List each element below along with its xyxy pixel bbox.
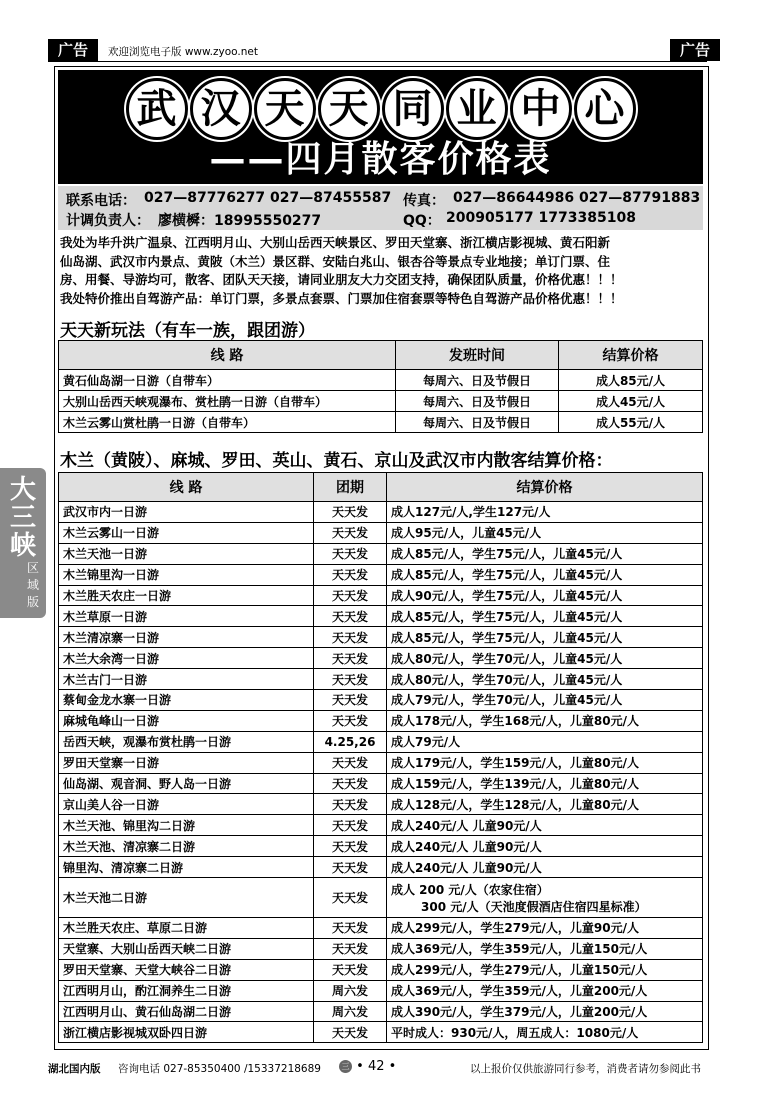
col-header-route: 线 路 xyxy=(59,341,396,370)
price-cell: 成人85元/人，学生75元/人，儿童45元/人 xyxy=(387,543,703,564)
route-cell: 大别山岳西天峡观瀑布、赏杜鹃一日游（自带车） xyxy=(59,391,396,412)
schedule-cell: 天天发 xyxy=(314,794,387,815)
title-char: 同 xyxy=(382,78,444,140)
route-cell: 蔡甸金龙水寨一日游 xyxy=(59,690,314,711)
price-cell: 成人80元/人，学生70元/人，儿童45元/人 xyxy=(387,648,703,669)
qq-label: QQ： xyxy=(403,213,441,229)
route-cell: 木兰天池一日游 xyxy=(59,543,314,564)
schedule-cell: 天天发 xyxy=(314,710,387,731)
price-cell: 成人128元/人，学生128元/人，儿童80元/人 xyxy=(387,794,703,815)
table-row xyxy=(59,710,703,731)
price-cell: 成人178元/人，学生168元/人，儿童80元/人 xyxy=(387,710,703,731)
schedule-cell: 天天发 xyxy=(314,836,387,857)
route-cell: 木兰草原一日游 xyxy=(59,606,314,627)
price-cell: 成人95元/人，儿童45元/人 xyxy=(387,522,703,543)
schedule-cell: 天天发 xyxy=(314,564,387,585)
title-char: 中 xyxy=(510,78,572,140)
price-cell: 成人390元/人，学生379元/人，儿童200元/人 xyxy=(387,1001,703,1022)
schedule-cell: 天天发 xyxy=(314,815,387,836)
schedule-cell: 天天发 xyxy=(314,669,387,690)
table-row xyxy=(59,815,703,836)
schedule-cell: 周六发 xyxy=(314,980,387,1001)
welcome-text: 欢迎浏览电子版 www.zyoo.net xyxy=(108,46,258,58)
table-row xyxy=(59,669,703,690)
title-char: 天 xyxy=(318,78,380,140)
table-row xyxy=(59,878,703,918)
section1-title: 天天新玩法（有车一族，跟团游） xyxy=(60,321,315,341)
route-cell: 江西明月山、黄石仙岛湖二日游 xyxy=(59,1001,314,1022)
price-cell: 成人299元/人，学生279元/人，儿童90元/人 xyxy=(387,918,703,939)
route-cell: 京山美人谷一日游 xyxy=(59,794,314,815)
route-cell: 武汉市内一日游 xyxy=(59,502,314,523)
price-cell: 成人45元/人 xyxy=(559,391,703,412)
route-cell: 木兰云雾山赏杜鹃一日游（自带车） xyxy=(59,412,396,433)
table-row xyxy=(59,794,703,815)
route-cell: 黄石仙岛湖一日游（自带车） xyxy=(59,370,396,391)
schedule-cell: 天天发 xyxy=(314,752,387,773)
route-cell: 岳西天峡，观瀑布赏杜鹃一日游 xyxy=(59,731,314,752)
banner-title xyxy=(58,78,703,140)
price-cell: 成人85元/人 xyxy=(559,370,703,391)
schedule-cell: 周六发 xyxy=(314,1001,387,1022)
table-row xyxy=(59,585,703,606)
schedule-cell: 天天发 xyxy=(314,627,387,648)
title-banner xyxy=(58,70,703,184)
banner-subtitle: ——四月散客价格表 xyxy=(209,139,552,180)
price-cell: 成人127元/人,学生127元/人 xyxy=(387,502,703,523)
route-cell: 浙江横店影视城双卧四日游 xyxy=(59,1022,314,1043)
route-cell: 木兰大余湾一日游 xyxy=(59,648,314,669)
route-cell: 木兰天池、锦里沟二日游 xyxy=(59,815,314,836)
schedule-cell: 天天发 xyxy=(314,959,387,980)
table-row xyxy=(59,391,703,412)
route-cell: 木兰胜天农庄、草原二日游 xyxy=(59,918,314,939)
fax-numbers: 027—86644986 027—87791883 xyxy=(453,190,701,206)
footer-phone: 咨询电话 027-85350400 /15337218689 xyxy=(118,1063,321,1075)
route-cell: 麻城龟峰山一日游 xyxy=(59,710,314,731)
phone-numbers: 027—87776277 027—87455587 xyxy=(144,190,392,206)
schedule-cell: 天天发 xyxy=(314,918,387,939)
price-cell: 成人80元/人，学生70元/人，儿童45元/人 xyxy=(387,669,703,690)
price-cell: 成人55元/人 xyxy=(559,412,703,433)
price-cell: 成人79元/人 xyxy=(387,731,703,752)
route-cell: 木兰天池二日游 xyxy=(59,878,314,918)
price-cell: 成人369元/人，学生359元/人，儿童150元/人 xyxy=(387,938,703,959)
table-row xyxy=(59,370,703,391)
table-row xyxy=(59,543,703,564)
departure-cell: 每周六、日及节假日 xyxy=(396,412,559,433)
route-cell: 锦里沟、清凉寨二日游 xyxy=(59,857,314,878)
table-row xyxy=(59,502,703,523)
table-row xyxy=(59,918,703,939)
section1-table xyxy=(58,340,703,433)
route-cell: 仙岛湖、观音洞、野人岛一日游 xyxy=(59,773,314,794)
fax-label: 传真： xyxy=(403,193,445,209)
price-cell: 成人159元/人，学生139元/人，儿童80元/人 xyxy=(387,773,703,794)
price-cell: 成人90元/人，学生75元/人，儿童45元/人 xyxy=(387,585,703,606)
table-row xyxy=(59,938,703,959)
price-cell: 成人85元/人，学生75元/人，儿童45元/人 xyxy=(387,564,703,585)
schedule-cell: 天天发 xyxy=(314,878,387,918)
schedule-cell: 天天发 xyxy=(314,938,387,959)
footer-page xyxy=(339,1059,396,1074)
price-cell: 成人85元/人，学生75元/人，儿童45元/人 xyxy=(387,606,703,627)
col-header-departure: 发班时间 xyxy=(396,341,559,370)
route-cell: 木兰胜天农庄一日游 xyxy=(59,585,314,606)
section2-title: 木兰（黄陂）、麻城、罗田、英山、黄石、京山及武汉市内散客结算价格： xyxy=(60,451,613,471)
schedule-cell: 天天发 xyxy=(314,585,387,606)
person-value: 廖横橓：18995550277 xyxy=(158,213,322,229)
ad-tag-left: 广告 xyxy=(48,39,98,61)
table-row xyxy=(59,564,703,585)
qq-value: 200905177 1773385108 xyxy=(446,210,636,226)
price-cell: 成人240元/人 儿童90元/人 xyxy=(387,815,703,836)
price-cell: 成人240元/人 儿童90元/人 xyxy=(387,836,703,857)
route-cell: 木兰锦里沟一日游 xyxy=(59,564,314,585)
departure-cell: 每周六、日及节假日 xyxy=(396,370,559,391)
table-row xyxy=(59,1022,703,1043)
table-row xyxy=(59,836,703,857)
route-cell: 天堂寨、大别山岳西天峡二日游 xyxy=(59,938,314,959)
title-char: 天 xyxy=(254,78,316,140)
footer-disclaimer: 以上报价仅供旅游同行参考，消费者请勿参阅此书 xyxy=(470,1063,701,1075)
section2-body xyxy=(59,502,703,1043)
contact-bar xyxy=(58,186,703,230)
side-tab-title: 大三峡 xyxy=(9,475,36,561)
table-row xyxy=(59,606,703,627)
price-cell xyxy=(387,878,703,918)
title-char: 武 xyxy=(126,78,188,140)
col-header-route: 线 路 xyxy=(59,473,314,502)
page-badge-icon: 三 xyxy=(339,1060,352,1073)
schedule-cell: 天天发 xyxy=(314,648,387,669)
title-char: 业 xyxy=(446,78,508,140)
route-cell: 罗田天堂寨、天堂大峡谷二日游 xyxy=(59,959,314,980)
col-header-price: 结算价格 xyxy=(559,341,703,370)
table-row xyxy=(59,731,703,752)
header-divider xyxy=(48,61,707,62)
schedule-cell: 4.25,26 xyxy=(314,731,387,752)
col-header-schedule: 团期 xyxy=(314,473,387,502)
route-cell: 木兰古门一日游 xyxy=(59,669,314,690)
table-row xyxy=(59,412,703,433)
footer-edition: 湖北国内版 xyxy=(48,1063,101,1075)
page-number: • 42 • xyxy=(356,1059,397,1074)
route-cell: 江西明月山，酌江洞养生二日游 xyxy=(59,980,314,1001)
schedule-cell: 天天发 xyxy=(314,502,387,523)
route-cell: 罗田天堂寨一日游 xyxy=(59,752,314,773)
table-row xyxy=(59,627,703,648)
price-cell: 成人369元/人，学生359元/人，儿童200元/人 xyxy=(387,980,703,1001)
price-line-extra: 300 元/人（天池度假酒店住宿四星标准） xyxy=(421,899,647,914)
table-row xyxy=(59,959,703,980)
table-row xyxy=(59,773,703,794)
route-cell: 木兰清凉寨一日游 xyxy=(59,627,314,648)
section2-table xyxy=(58,472,703,1043)
price-cell: 成人79元/人，学生70元/人，儿童45元/人 xyxy=(387,690,703,711)
departure-cell: 每周六、日及节假日 xyxy=(396,391,559,412)
col-header-price: 结算价格 xyxy=(387,473,703,502)
table-row xyxy=(59,980,703,1001)
route-cell: 木兰云雾山一日游 xyxy=(59,522,314,543)
schedule-cell: 天天发 xyxy=(314,690,387,711)
schedule-cell: 天天发 xyxy=(314,857,387,878)
table-row xyxy=(59,1001,703,1022)
schedule-cell: 天天发 xyxy=(314,1022,387,1043)
price-cell: 成人299元/人，学生279元/人，儿童150元/人 xyxy=(387,959,703,980)
side-tab-subtitle: 区域版 xyxy=(26,561,39,609)
schedule-cell: 天天发 xyxy=(314,606,387,627)
price-cell: 平时成人：930元/人，周五成人：1080元/人 xyxy=(387,1022,703,1043)
intro-text: 我处为毕升洪广温泉、江西明月山、大别山岳西天峡景区、罗田天堂寨、浙江横店影视城、黄石阳新 仙岛湖、武汉市内景点、黄陂（木兰）景区群、安陆白兆山、银杏谷等景点专业地接；单订门票、住 房、用餐、导游均可，散客、团队天天接，请同业朋友大力交团支持，确保团队质量，价格优惠！！！ 我处特价推出自驾游产品：单订门票，多景点套票、门票加住宿套票等特色自驾游产品价格优惠！！！ xyxy=(60,235,623,306)
price-cell: 成人85元/人，学生75元/人，儿童45元/人 xyxy=(387,627,703,648)
table-row xyxy=(59,857,703,878)
region-side-tab xyxy=(0,468,46,618)
table-row xyxy=(59,690,703,711)
price-cell: 成人179元/人，学生159元/人，儿童80元/人 xyxy=(387,752,703,773)
table-row xyxy=(59,752,703,773)
schedule-cell: 天天发 xyxy=(314,543,387,564)
phone-label: 联系电话： xyxy=(66,193,136,209)
title-char: 汉 xyxy=(190,78,252,140)
route-cell: 木兰天池、清凉寨二日游 xyxy=(59,836,314,857)
person-label: 计调负责人： xyxy=(66,213,150,229)
price-cell: 成人240元/人 儿童90元/人 xyxy=(387,857,703,878)
schedule-cell: 天天发 xyxy=(314,522,387,543)
schedule-cell: 天天发 xyxy=(314,773,387,794)
table-row xyxy=(59,522,703,543)
table-row xyxy=(59,648,703,669)
title-char: 心 xyxy=(574,78,636,140)
price-line: 成人 200 元/人（农家住宿） xyxy=(391,882,549,897)
ad-tag-right: 广告 xyxy=(670,39,720,61)
